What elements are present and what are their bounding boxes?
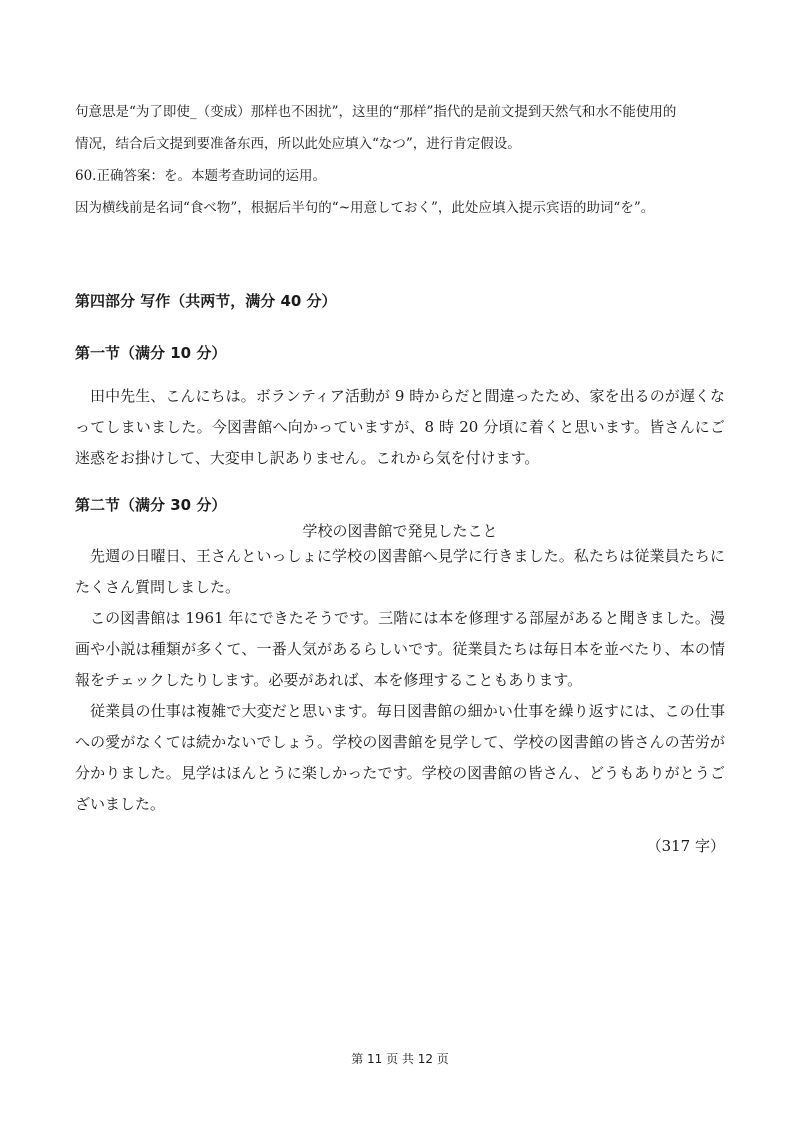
word-count: （317 字）: [646, 837, 725, 855]
answer-line-2: 情况，结合后文提到要准备东西，所以此处应填入“なつ”，进行肯定假设。: [75, 136, 521, 152]
section1-text: 田中先生、こんにちは。ボランティア活動が 9 時からだと間違ったため、家を出るのが遅くなってしまいました。今図書館へ向かっていますが、8 時 20 分頃に着くと思います。皆さんにご迷惑をお掛けして、大変申し訳ありません。これから気を付けます。: [75, 387, 725, 467]
answer-line-1: 句意思是“为了即使_（变成）那样也不困扰”，这里的“那样”指代的是前文提到天然气和水不能使用的: [75, 104, 677, 120]
page-footer: 第 11 页 共 12 页: [351, 1052, 449, 1066]
section2-heading: 第二节（满分 30 分）: [75, 496, 227, 514]
essay-paragraph-3: 従業員の仕事は複雑で大変だと思います。毎日図書館の細かい仕事を繰り返すには、この仕事への愛がなくては続かないでしょう。学校の図書館を見学して、学校の図書館の皆さんの苦労が分かりました。見学はほんとうに楽しかったです。学校の図書館の皆さん、どうもありがとうございました。: [75, 702, 725, 813]
q60-explanation: 因为横线前是名词“食べ物”，根据后半句的“~用意しておく”，此处应填入提示宾语的助词“を”。: [75, 200, 655, 216]
section1-heading: 第一节（满分 10 分）: [75, 344, 227, 362]
q60-answer: 60.正确答案：を。本题考查助词的运用。: [75, 168, 326, 184]
part4-heading: 第四部分 写作（共两节，满分 40 分）: [75, 292, 337, 310]
essay-paragraph-1: 先週の日曜日、王さんといっしょに学校の図書館へ見学に行きました。私たちは従業員たちにたくさん質問しました。: [75, 547, 725, 596]
essay-paragraph-2: この図書館は 1961 年にできたそうです。三階には本を修理する部屋があると聞きました。漫画や小説は種類が多くて、一番人気があるらしいです。従業員たちは毎日本を並べたり、本の情報をチェックしたりします。必要があれば、本を修理することもあります。: [75, 609, 725, 689]
essay-title: 学校の図書館で発見したこと: [302, 522, 498, 540]
